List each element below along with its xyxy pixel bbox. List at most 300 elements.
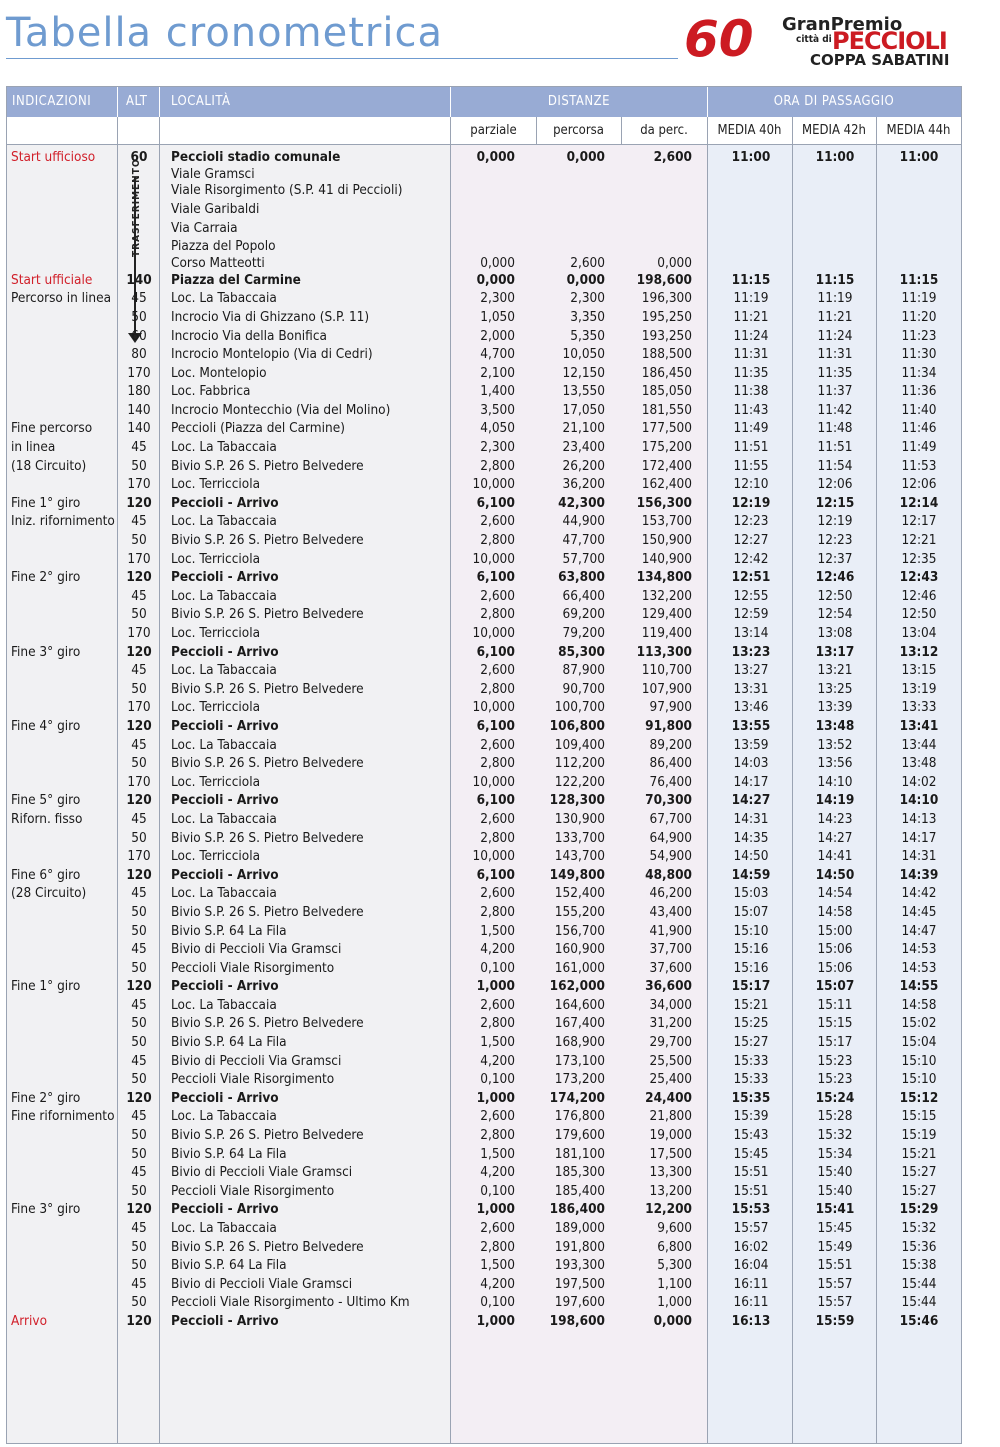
partial-distance-cell: 2,600	[480, 1220, 515, 1236]
header-media-42: MEDIA 42h	[802, 123, 866, 138]
location-cell: Loc. La Tabaccaia	[171, 513, 277, 530]
remaining-distance-cell: 19,000	[649, 1127, 692, 1144]
time-40h-cell: 12:10	[733, 476, 769, 493]
time-40h-cell: 15:45	[733, 1145, 769, 1162]
partial-distance-cell: 2,800	[480, 755, 515, 772]
table-row	[7, 1312, 961, 1331]
table-row	[7, 680, 961, 699]
indication-cell: Fine percorso	[11, 420, 93, 437]
altitude-cell: 50	[131, 1015, 147, 1032]
time-40h-cell: 12:42	[733, 550, 769, 567]
time-40h-cell: 12:51	[731, 569, 771, 586]
covered-distance-cell: 100,700	[554, 699, 605, 716]
indication-cell: Iniz. rifornimento	[11, 513, 115, 530]
location-cell: Peccioli Viale Risorgimento	[171, 1182, 335, 1199]
time-42h-cell: 12:54	[817, 606, 853, 623]
time-44h-cell: 14:17	[901, 829, 937, 846]
time-44h-cell: 13:33	[901, 699, 937, 716]
remaining-distance-cell: 70,300	[645, 792, 692, 809]
location-cell: Bivio S.P. 64 La Fila	[171, 922, 287, 939]
covered-distance-cell: 198,600	[549, 1312, 605, 1329]
partial-distance-cell: 6,100	[476, 866, 515, 883]
altitude-cell: 120	[126, 717, 152, 734]
remaining-distance-cell: 31,200	[649, 1015, 692, 1032]
time-40h-cell: 14:31	[733, 810, 769, 827]
time-44h-cell: 12:35	[901, 550, 937, 567]
table-row	[7, 289, 961, 308]
header-percorsa: percorsa	[553, 123, 604, 138]
covered-distance-cell: 0,000	[566, 149, 605, 165]
partial-distance-cell: 2,800	[480, 680, 515, 697]
time-44h-cell: 14:10	[899, 792, 939, 809]
altitude-cell: 170	[127, 625, 151, 641]
header-ora: ORA DI PASSAGGIO	[773, 94, 895, 109]
time-40h-cell: 13:59	[733, 736, 769, 753]
indication-cell: (18 Circuito)	[11, 457, 87, 474]
time-44h-cell: 14:55	[899, 978, 939, 995]
altitude-cell: 45	[131, 290, 147, 307]
partial-distance-cell: 6,100	[476, 494, 515, 511]
time-44h-cell: 15:27	[901, 1164, 937, 1181]
time-42h-cell: 13:25	[817, 680, 853, 697]
time-40h-cell: 14:59	[731, 866, 771, 883]
table-row	[7, 587, 961, 606]
altitude-cell: 45	[131, 513, 147, 530]
covered-distance-cell: 193,300	[554, 1257, 605, 1274]
table-row	[7, 884, 961, 903]
altitude-cell: 45	[131, 1164, 147, 1181]
location-cell: Loc. Terricciola	[171, 625, 261, 641]
time-40h-cell: 15:43	[733, 1127, 769, 1144]
remaining-distance-cell: 129,400	[641, 606, 692, 623]
partial-distance-cell: 6,100	[476, 717, 515, 734]
partial-distance-cell: 1,500	[480, 1034, 515, 1051]
table-row	[7, 643, 961, 662]
altitude-cell: 120	[126, 792, 152, 809]
location-cell: Loc. La Tabaccaia	[171, 996, 277, 1013]
time-40h-cell: 16:04	[733, 1257, 769, 1274]
altitude-cell: 45	[131, 587, 147, 604]
covered-distance-cell: 149,800	[549, 866, 605, 883]
remaining-distance-cell: 86,400	[649, 755, 692, 772]
time-42h-cell: 11:35	[817, 364, 853, 381]
table-row	[7, 1219, 961, 1238]
remaining-distance-cell: 36,600	[645, 978, 692, 995]
time-42h-cell: 11:31	[817, 346, 853, 363]
indication-cell: in linea	[11, 439, 56, 456]
time-44h-cell: 12:17	[901, 513, 937, 530]
remaining-distance-cell: 140,900	[641, 550, 692, 567]
time-42h-cell: 15:06	[817, 941, 853, 958]
covered-distance-cell: 12,150	[562, 364, 605, 381]
table-row	[7, 773, 961, 792]
table-row	[7, 531, 961, 550]
indication-cell: Start ufficioso	[11, 149, 96, 165]
altitude-cell: 170	[127, 773, 151, 790]
remaining-distance-cell: 34,000	[649, 996, 692, 1013]
covered-distance-cell: 26,200	[562, 457, 605, 474]
time-44h-cell: 14:53	[901, 959, 937, 976]
location-cell: Peccioli - Arrivo	[171, 1201, 279, 1218]
covered-distance-cell: 185,300	[554, 1164, 605, 1181]
time-44h-cell: 13:41	[899, 717, 939, 734]
time-44h-cell: 12:43	[899, 569, 939, 586]
time-40h-cell: 15:51	[733, 1182, 769, 1199]
time-44h-cell: 14:31	[901, 848, 937, 865]
altitude-cell: 140	[127, 420, 151, 437]
time-42h-cell: 15:57	[817, 1294, 853, 1311]
altitude-cell: 45	[131, 662, 147, 679]
table-row	[7, 736, 961, 755]
time-42h-cell: 15:11	[817, 996, 853, 1013]
time-40h-cell: 13:14	[733, 625, 769, 641]
altitude-cell: 50	[131, 680, 147, 697]
partial-distance-cell: 4,200	[480, 941, 515, 958]
time-40h-cell: 16:11	[733, 1275, 769, 1292]
table-row	[7, 717, 961, 736]
time-40h-cell: 15:57	[733, 1220, 769, 1236]
time-40h-cell: 14:27	[731, 792, 771, 809]
header-parziale: parziale	[470, 123, 517, 138]
time-42h-cell: 12:19	[817, 513, 853, 530]
altitude-cell: 45	[131, 1052, 147, 1069]
time-40h-cell: 16:02	[733, 1238, 769, 1255]
time-42h-cell: 15:00	[817, 922, 853, 939]
remaining-distance-cell: 21,800	[649, 1108, 692, 1125]
remaining-distance-cell: 134,800	[636, 569, 692, 586]
time-40h-cell: 11:24	[733, 327, 769, 344]
table-row	[7, 959, 961, 978]
table-row	[7, 327, 961, 346]
location-cell: Loc. Terricciola	[171, 550, 261, 567]
time-44h-cell: 15:38	[901, 1257, 937, 1274]
indication-cell: Arrivo	[11, 1312, 48, 1329]
time-44h-cell: 15:04	[901, 1034, 937, 1051]
partial-distance-cell: 1,000	[476, 1201, 515, 1218]
time-42h-cell: 15:40	[817, 1164, 853, 1181]
table-row	[7, 1256, 961, 1275]
remaining-distance-cell: 64,900	[649, 829, 692, 846]
time-44h-cell: 12:50	[901, 606, 937, 623]
time-44h-cell: 15:02	[901, 1015, 937, 1032]
location-cell: Peccioli - Arrivo	[171, 792, 279, 809]
table-row	[7, 1126, 961, 1145]
time-44h-cell: 14:13	[901, 810, 937, 827]
timetable-body	[7, 148, 961, 1331]
location-cell: Peccioli - Arrivo	[171, 1312, 279, 1329]
table-row	[7, 256, 961, 271]
covered-distance-cell: 2,300	[570, 290, 605, 307]
remaining-distance-cell: 37,600	[649, 959, 692, 976]
covered-distance-cell: 160,900	[554, 941, 605, 958]
location-cell: Via Carraia	[171, 219, 238, 236]
partial-distance-cell: 10,000	[472, 550, 515, 567]
indication-cell: Fine 2° giro	[11, 569, 81, 586]
covered-distance-cell: 185,400	[554, 1182, 605, 1199]
time-42h-cell: 15:17	[817, 1034, 853, 1051]
time-42h-cell: 12:37	[817, 550, 853, 567]
partial-distance-cell: 0,100	[480, 959, 515, 976]
altitude-cell: 170	[127, 699, 151, 716]
table-row	[7, 698, 961, 717]
race-logo	[684, 10, 966, 72]
indication-cell: Fine 1° giro	[11, 494, 81, 511]
partial-distance-cell: 1,000	[476, 1089, 515, 1106]
time-42h-cell: 11:24	[817, 327, 853, 344]
indication-cell: Start ufficiale	[11, 271, 93, 288]
time-42h-cell: 13:39	[817, 699, 853, 716]
table-row	[7, 605, 961, 624]
logo-citta: città di	[796, 34, 832, 45]
location-cell: Peccioli (Piazza del Carmine)	[171, 420, 345, 437]
covered-distance-cell: 173,100	[554, 1052, 605, 1069]
altitude-cell: 45	[131, 941, 147, 958]
indication-cell: Fine 4° giro	[11, 717, 81, 734]
partial-distance-cell: 2,600	[480, 810, 515, 827]
remaining-distance-cell: 193,250	[641, 327, 692, 344]
altitude-cell: 120	[126, 866, 152, 883]
altitude-cell: 50	[131, 755, 147, 772]
time-44h-cell: 15:10	[901, 1071, 937, 1088]
location-cell: Loc. Terricciola	[171, 773, 261, 790]
remaining-distance-cell: 153,700	[641, 513, 692, 530]
covered-distance-cell: 130,900	[554, 810, 605, 827]
covered-distance-cell: 155,200	[554, 903, 605, 920]
covered-distance-cell: 85,300	[558, 643, 605, 660]
covered-distance-cell: 133,700	[554, 829, 605, 846]
location-cell: Bivio di Peccioli Via Gramsci	[171, 941, 342, 958]
time-44h-cell: 13:04	[901, 625, 937, 641]
table-row	[7, 512, 961, 531]
time-44h-cell: 13:15	[901, 662, 937, 679]
location-cell: Loc. La Tabaccaia	[171, 736, 277, 753]
partial-distance-cell: 1,000	[476, 978, 515, 995]
page-title: Tabella cronometrica	[6, 10, 443, 56]
time-40h-cell: 14:03	[733, 755, 769, 772]
time-44h-cell: 11:46	[901, 420, 937, 437]
table-row	[7, 364, 961, 383]
location-cell: Peccioli Viale Risorgimento - Ultimo Km	[171, 1294, 410, 1311]
time-42h-cell: 11:37	[817, 383, 853, 400]
covered-distance-cell: 2,600	[570, 254, 605, 271]
partial-distance-cell: 2,800	[480, 1127, 515, 1144]
time-44h-cell: 15:27	[901, 1182, 937, 1199]
altitude-cell: 50	[131, 457, 147, 474]
time-42h-cell: 11:19	[817, 290, 853, 307]
altitude-cell: 50	[131, 903, 147, 920]
time-44h-cell: 11:00	[899, 149, 939, 165]
partial-distance-cell: 0,100	[480, 1071, 515, 1088]
partial-distance-cell: 0,100	[480, 1182, 515, 1199]
location-cell: Peccioli - Arrivo	[171, 1089, 279, 1106]
location-cell: Incrocio Via della Bonifica	[171, 327, 327, 344]
time-40h-cell: 14:17	[733, 773, 769, 790]
altitude-cell: 50	[131, 1034, 147, 1051]
time-42h-cell: 13:48	[815, 717, 855, 734]
table-row	[7, 624, 961, 643]
covered-distance-cell: 36,200	[562, 476, 605, 493]
time-44h-cell: 15:21	[901, 1145, 937, 1162]
covered-distance-cell: 42,300	[558, 494, 605, 511]
covered-distance-cell: 21,100	[562, 420, 605, 437]
time-44h-cell: 12:21	[901, 532, 937, 549]
time-44h-cell: 14:58	[901, 996, 937, 1013]
covered-distance-cell: 189,000	[554, 1220, 605, 1236]
time-42h-cell: 15:28	[817, 1108, 853, 1125]
remaining-distance-cell: 0,000	[653, 1312, 692, 1329]
remaining-distance-cell: 46,200	[649, 885, 692, 902]
altitude-cell: 170	[127, 848, 151, 865]
altitude-cell: 45	[131, 1108, 147, 1125]
table-row	[7, 457, 961, 476]
partial-distance-cell: 2,800	[480, 606, 515, 623]
time-42h-cell: 15:59	[815, 1312, 855, 1329]
covered-distance-cell: 162,000	[549, 978, 605, 995]
time-44h-cell: 15:19	[901, 1127, 937, 1144]
altitude-cell: 45	[131, 885, 147, 902]
partial-distance-cell: 10,000	[472, 476, 515, 493]
remaining-distance-cell: 172,400	[641, 457, 692, 474]
table-row	[7, 1275, 961, 1294]
time-40h-cell: 16:11	[733, 1294, 769, 1311]
time-42h-cell: 14:10	[817, 773, 853, 790]
table-row	[7, 237, 961, 256]
table-row	[7, 829, 961, 848]
remaining-distance-cell: 107,900	[641, 680, 692, 697]
location-cell: Bivio S.P. 26 S. Pietro Belvedere	[171, 1015, 364, 1032]
time-40h-cell: 15:17	[731, 978, 771, 995]
time-40h-cell: 12:23	[733, 513, 769, 530]
time-42h-cell: 15:49	[817, 1238, 853, 1255]
table-row	[7, 847, 961, 866]
time-42h-cell: 11:48	[817, 420, 853, 437]
time-42h-cell: 13:21	[817, 662, 853, 679]
altitude-cell: 120	[126, 1201, 152, 1218]
time-42h-cell: 11:00	[815, 149, 855, 165]
location-cell: Incrocio Montelopio (Via di Cedri)	[171, 346, 373, 363]
time-44h-cell: 13:48	[901, 755, 937, 772]
time-42h-cell: 13:52	[817, 736, 853, 753]
time-42h-cell: 15:23	[817, 1052, 853, 1069]
partial-distance-cell: 10,000	[472, 699, 515, 716]
remaining-distance-cell: 67,700	[649, 810, 692, 827]
location-cell: Loc. La Tabaccaia	[171, 1108, 277, 1125]
remaining-distance-cell: 110,700	[641, 662, 692, 679]
remaining-distance-cell: 41,900	[649, 922, 692, 939]
table-row	[7, 922, 961, 941]
altitude-cell: 120	[126, 643, 152, 660]
altitude-cell: 50	[131, 1294, 147, 1311]
indication-cell: Percorso in linea	[11, 290, 112, 307]
location-cell: Bivio S.P. 64 La Fila	[171, 1257, 287, 1274]
partial-distance-cell: 2,800	[480, 903, 515, 920]
header-distanze: DISTANZE	[547, 94, 611, 109]
remaining-distance-cell: 150,900	[641, 532, 692, 549]
location-cell: Bivio S.P. 26 S. Pietro Belvedere	[171, 829, 364, 846]
remaining-distance-cell: 195,250	[641, 308, 692, 325]
covered-distance-cell: 173,200	[554, 1071, 605, 1088]
location-cell: Peccioli - Arrivo	[171, 569, 279, 586]
partial-distance-cell: 4,200	[480, 1275, 515, 1292]
time-40h-cell: 11:15	[731, 271, 771, 288]
location-cell: Loc. La Tabaccaia	[171, 662, 277, 679]
table-row	[7, 494, 961, 513]
covered-distance-cell: 164,600	[554, 996, 605, 1013]
time-44h-cell: 13:19	[901, 680, 937, 697]
location-cell: Peccioli Viale Risorgimento	[171, 1071, 335, 1088]
time-42h-cell: 14:27	[817, 829, 853, 846]
time-42h-cell: 12:15	[815, 494, 855, 511]
time-40h-cell: 15:53	[731, 1201, 771, 1218]
covered-distance-cell: 90,700	[562, 680, 605, 697]
altitude-cell: 50	[131, 1238, 147, 1255]
indication-cell: Fine 3° giro	[11, 643, 81, 660]
time-42h-cell: 15:51	[817, 1257, 853, 1274]
time-40h-cell: 12:59	[733, 606, 769, 623]
altitude-cell: 45	[131, 810, 147, 827]
partial-distance-cell: 10,000	[472, 848, 515, 865]
time-44h-cell: 14:45	[901, 903, 937, 920]
covered-distance-cell: 174,200	[549, 1089, 605, 1106]
altitude-cell: 120	[126, 494, 152, 511]
time-40h-cell: 11:00	[731, 149, 771, 165]
time-42h-cell: 11:51	[817, 439, 853, 456]
location-cell: Bivio S.P. 26 S. Pietro Belvedere	[171, 606, 364, 623]
time-40h-cell: 12:55	[733, 587, 769, 604]
partial-distance-cell: 2,600	[480, 662, 515, 679]
partial-distance-cell: 2,800	[480, 829, 515, 846]
time-44h-cell: 11:36	[901, 383, 937, 400]
partial-distance-cell: 2,600	[480, 587, 515, 604]
time-44h-cell: 13:12	[899, 643, 939, 660]
time-40h-cell: 13:23	[731, 643, 771, 660]
table-row	[7, 866, 961, 885]
logo-coppa: COPPA SABATINI	[810, 51, 950, 69]
logo-number: 60	[684, 10, 754, 68]
partial-distance-cell: 2,600	[480, 996, 515, 1013]
remaining-distance-cell: 25,400	[649, 1071, 692, 1088]
partial-distance-cell: 2,800	[480, 1238, 515, 1255]
remaining-distance-cell: 2,600	[653, 149, 692, 165]
time-42h-cell: 15:45	[817, 1220, 853, 1236]
time-42h-cell: 11:42	[817, 401, 853, 418]
covered-distance-cell: 13,550	[562, 383, 605, 400]
location-cell: Bivio di Peccioli Via Gramsci	[171, 1052, 342, 1069]
partial-distance-cell: 2,800	[480, 457, 515, 474]
table-row	[7, 903, 961, 922]
partial-distance-cell: 10,000	[472, 625, 515, 641]
location-cell: Viale Garibaldi	[171, 201, 260, 218]
partial-distance-cell: 2,300	[480, 439, 515, 456]
table-row	[7, 401, 961, 420]
location-cell: Loc. La Tabaccaia	[171, 810, 277, 827]
time-42h-cell: 12:46	[815, 569, 855, 586]
covered-distance-cell: 44,900	[562, 513, 605, 530]
altitude-cell: 140	[127, 401, 151, 418]
altitude-cell: 50	[131, 532, 147, 549]
logo-peccioli: PECCIOLI	[832, 27, 947, 55]
indication-cell: Riforn. fisso	[11, 810, 83, 827]
covered-distance-cell: 156,700	[554, 922, 605, 939]
partial-distance-cell: 2,600	[480, 513, 515, 530]
covered-distance-cell: 57,700	[562, 550, 605, 567]
table-row	[7, 1070, 961, 1089]
covered-distance-cell: 3,350	[570, 308, 605, 325]
time-40h-cell: 12:19	[731, 494, 771, 511]
time-40h-cell: 15:33	[733, 1071, 769, 1088]
location-cell: Bivio S.P. 26 S. Pietro Belvedere	[171, 903, 364, 920]
remaining-distance-cell: 89,200	[649, 736, 692, 753]
